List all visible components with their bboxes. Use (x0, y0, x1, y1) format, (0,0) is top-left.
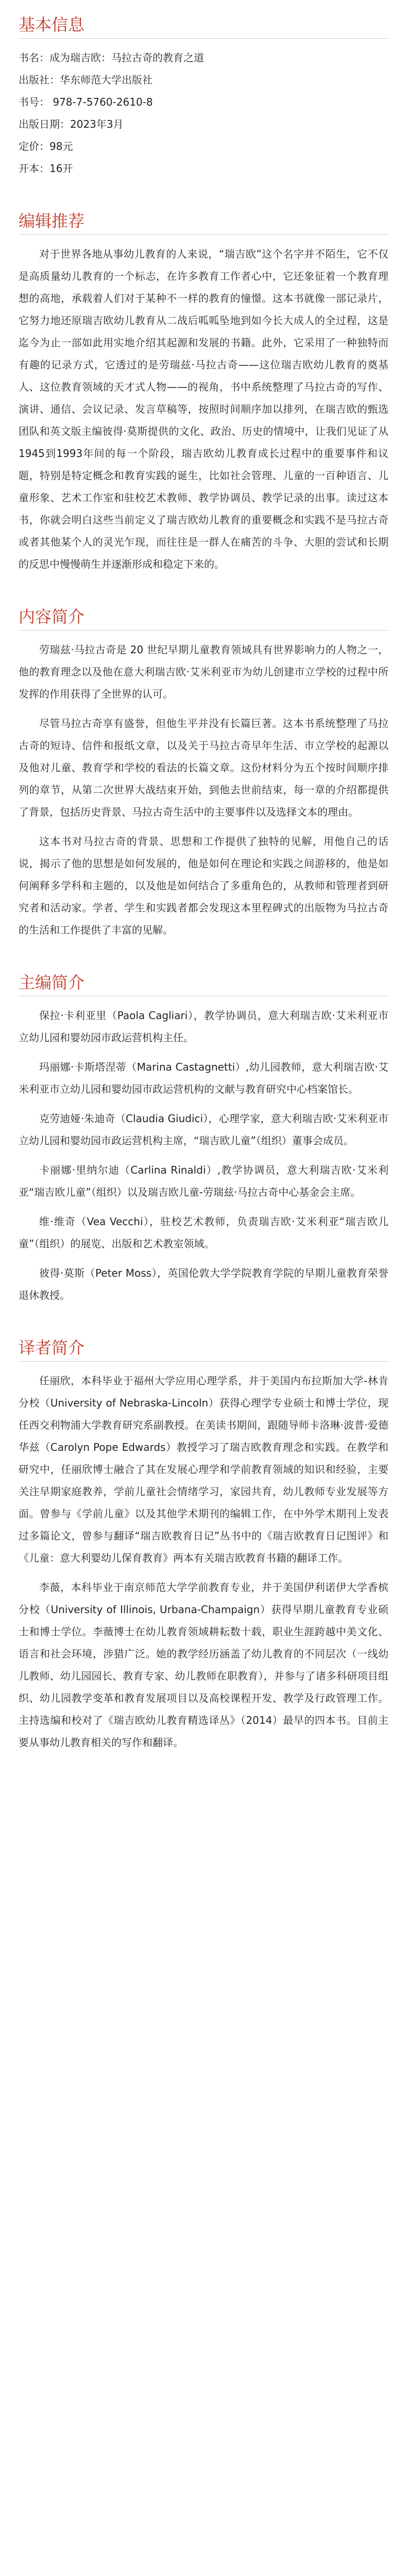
divider (19, 1361, 388, 1362)
intro-paragraph: 劳瑞兹·马拉古奇是 20 世纪早期儿童教育领域具有世界影响力的人物之一，他的教育理念以及他在意大利瑞吉欧·艾米利亚市为幼儿创建市立学校的过程中所发挥的作用获得了全世界的认可。 (19, 643, 388, 700)
divider (19, 38, 388, 39)
info-price: 定价：98元 (19, 140, 73, 152)
basic-info-section (19, 14, 388, 180)
intro-title: 内容简介 (19, 607, 85, 626)
editor-bio: 保拉·卡利亚里（Paola Cagliari），教学协调员，意大利瑞吉欧·艾米利亚市立幼儿园和婴幼园市政运营机构主任。 (19, 1009, 388, 1044)
divider (19, 234, 388, 235)
divider (19, 630, 388, 631)
editor-bio: 玛丽娜·卡斯塔涅蒂（Marina Castagnetti）,幼儿园教师，意大利瑞吉欧·艾米利亚市立幼儿园和婴幼园市政运营机构的文献与教育研究中心档案馆长。 (19, 1061, 388, 1095)
recommendation-title: 编辑推荐 (19, 211, 85, 231)
editor-bio: 维·维奇（Vea Vecchi），驻校艺术教师，负责瑞吉欧·艾米利亚“瑞吉欧儿童”（组织）的展览、出版和艺术教室领域。 (19, 1215, 388, 1250)
basic-info-title: 基本信息 (19, 15, 85, 35)
info-pub-date: 出版日期：2023年3月 (19, 118, 124, 130)
translator-bio: 任丽欣，本科毕业于福州大学应用心理学系，并于美国内布拉斯加大学-林肯分校（University of Nebraska-Lincoln）获得心理学专业硕士和博士学位，现任西交利物浦大学教育研究系副教授。在美读书期间，跟随导师卡洛琳·波普·爱德华兹（Carolyn Pope Edwards）教授学习了瑞吉欧教育理念和实践。在教学和研究中，任丽欣博士融合了其在发展心理学和学前教育领域的知识和经验，主要关注早期家庭教养，学前儿童社会情绪学习，家园共育，幼儿教师专业发展等方面。曾参与《学前儿童》以及其他学术期刊的编辑工作，在中外学术期刊上发表过多篇论文，曾参与翻译“瑞吉欧教育日记”丛书中的《瑞吉欧教育日记图评》和《儿童：意大利婴幼儿保育教育》两本有关瑞吉欧教育书籍的翻译工作。 (19, 1375, 388, 1564)
translators-title: 译者简介 (19, 1338, 85, 1358)
recommendation-paragraph: 对于世界各地从事幼儿教育的人来说，“瑞吉欧”这个名字并不陌生，它不仅是高质量幼儿教育的一个标志，在许多教育工作者心中，它还象征着一个教育理想的高地，承载着人们对于某种不一样的教育的憧憬。这本书就像一部记录片，它努力地还原瑞吉欧幼儿教育从二战后呱呱坠地到如今长大成人的全过程，这是迄今为止一部如此用实地介绍其起源和发展的书籍。此外，它采用了一种独特而有趣的记录方式，它透过的是劳瑞兹·马拉古奇——这位瑞吉欧幼儿教育的奠基人、这位教育领域的天才式人物——的视角，书中系统整理了马拉古奇的写作、演讲、通信、会议记录、发言草稿等，按照时间顺序加以排列，在瑞吉欧的甄选团队和英文版主编彼得·莫斯提供的文化、政治、历史的情境中，让我们见证了从1945到1993年间的每一个阶段，瑞吉欧幼儿教育成长过程中的重要事件和议题，特别是特定概念和教育实践的诞生，比如社会管理、儿童的一百种语言、儿童形象、艺术工作室和驻校艺术教师、教学协调员、教学记录的出事。读过这本书，你就会明白这些当前定义了瑞吉欧幼儿教育的重要概念和实践不是马拉古奇或者其他某个人的灵光乍现，而往往是一群人在痛苦的斗争、大胆的尝试和长期的反思中慢慢萌生并逐渐形成和稳定下来的。 (19, 248, 388, 570)
editors-section (19, 972, 388, 1307)
intro-paragraph: 尽管马拉古奇享有盛誉，但他生平并没有长篇巨著。这本书系统整理了马拉古奇的短诗、信件和报纸文章，以及关于马拉古奇早年生活、市立学校的起源以及他对儿童、教育学和学校的看法的长篇文章。这份材料分为五个按时间顺序排列的章节，从第二次世界大战结束开始，到他去世前结束，每一章的介绍都提供了背景，包括历史背景、马拉古奇生活中的主要事件以及选择文本的理由。 (19, 717, 388, 818)
editors-title: 主编简介 (19, 973, 85, 992)
editor-bio: 克劳迪娅·朱迪奇（Claudia Giudici），心理学家，意大利瑞吉欧·艾米利亚市立幼儿园和婴幼园市政运营机构主席，“瑞吉欧儿童”（组织）董事会成员。 (19, 1112, 388, 1147)
editor-bio: 卡丽娜·里纳尔迪（Carlina Rinaldi）,教学协调员，意大利瑞吉欧·艾米利亚“瑞吉欧儿童”（组织）以及瑞吉欧儿童-劳瑞兹·马拉古奇中心基金会主席。 (19, 1164, 388, 1198)
translators-section (19, 1337, 388, 1754)
info-book-title: 书名：成为瑞吉欧：马拉古奇的教育之道 (19, 52, 204, 64)
info-isbn: 书号： 978-7-5760-2610-8 (19, 96, 153, 108)
editor-bio: 彼得·莫斯（Peter Moss），英国伦敦大学学院教育学院的早期儿童教育荣誉退休教授。 (19, 1267, 388, 1301)
intro-section (19, 606, 388, 941)
intro-paragraph: 这本书对马拉古奇的背景、思想和工作提供了独特的见解，用他自己的话说，揭示了他的思想是如何发展的，他是如何在理论和实践之间游移的，他是如何阐释多学科和主题的，以及他是如何结合了多重角色的，从教师和管理者到研究者和活动家。学者、学生和实践者都会发现这本里程碑式的出版物为马拉古奇的生活和工作提供了丰富的见解。 (19, 835, 388, 936)
translator-bio: 李薇，本科毕业于南京师范大学学前教育专业，并于美国伊利诺伊大学香槟分校（University of Illinois, Urbana-Champaign）获得早期儿童教育专业硕士和博士学位。李薇博士在幼儿教育领域耕耘数十载，职业生涯跨越中美文化、语言和社会环境，涉猎广泛。她的教学经历涵盖了幼儿教育的不同层次（一线幼儿教师、幼儿园园长、教育专家、幼儿教师在职教育），并参与了诸多科研项目组织、幼儿园教学变革和教育发展项目以及高校课程开发、教学及行政管理工作。主持选编和校对了《瑞吉欧幼儿教育精选译丛》（2014）最早的四本书。目前主要从事幼儿教育相关的写作和翻译。 (19, 1581, 388, 1749)
recommendation-section (19, 211, 388, 575)
info-publisher: 出版社：华东师范大学出版社 (19, 74, 152, 86)
info-format: 开本：16开 (19, 162, 73, 175)
